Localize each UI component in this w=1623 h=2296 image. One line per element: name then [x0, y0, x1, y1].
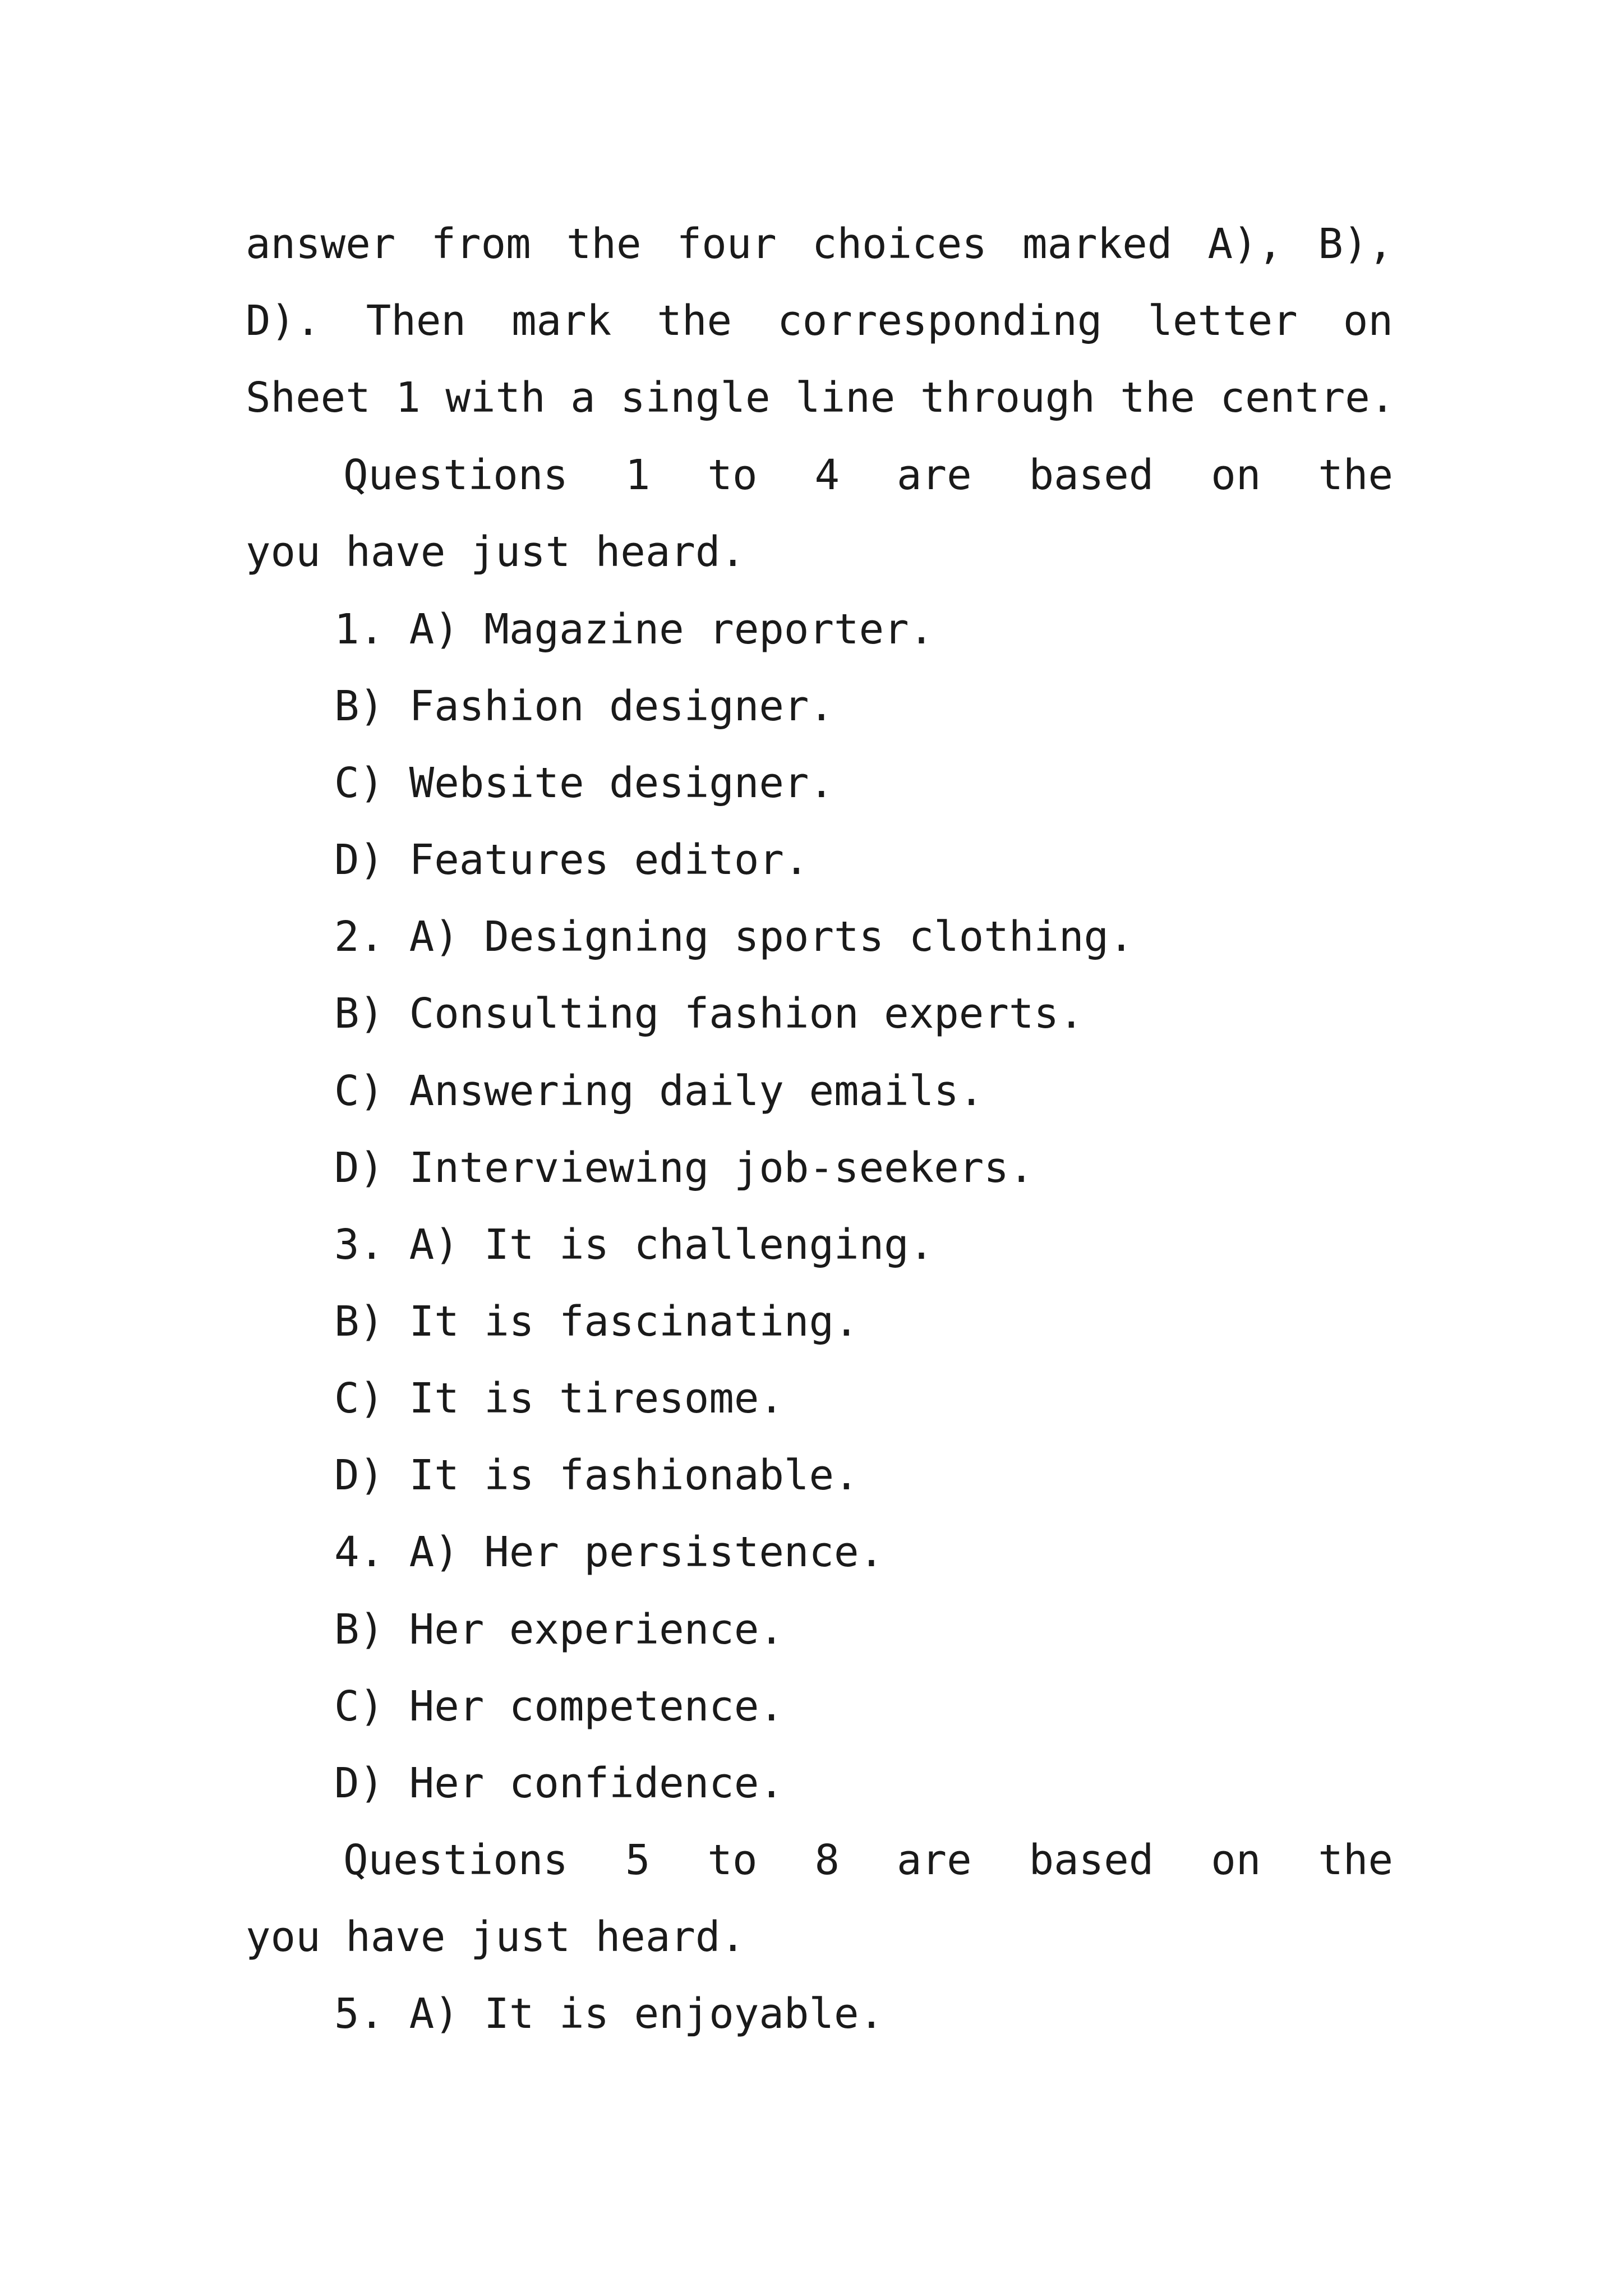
question-2-option-b: B) Consulting fashion experts.: [334, 990, 1084, 1038]
question-2-option-c: C) Answering daily emails.: [334, 1067, 984, 1115]
question-2-option-d: D) Interviewing job-seekers.: [334, 1144, 1034, 1192]
question-1-option-d: D) Features editor.: [334, 836, 809, 884]
question-1-option-c: C) Website designer.: [334, 759, 834, 807]
section-2-intro-line-1: Questions 5 to 8 are based on the: [343, 1836, 1393, 1884]
instructions-line-3: Sheet 1 with a single line through the centre.: [246, 374, 1395, 422]
instructions-line-1: answer from the four choices marked A), B),: [246, 220, 1393, 268]
question-3-option-a: 3. A) It is challenging.: [334, 1221, 934, 1269]
question-4-option-a: 4. A) Her persistence.: [334, 1528, 884, 1576]
question-1-option-b: B) Fashion designer.: [334, 682, 834, 730]
section-1-intro-line-2: you have just heard.: [246, 528, 746, 576]
instructions-line-2: D). Then mark the corresponding letter on: [246, 297, 1393, 345]
section-2-intro-line-2: you have just heard.: [246, 1913, 746, 1961]
question-4-option-d: D) Her confidence.: [334, 1759, 784, 1807]
question-2-option-a: 2. A) Designing sports clothing.: [334, 913, 1134, 961]
question-3-option-c: C) It is tiresome.: [334, 1374, 784, 1423]
question-5-option-a: 5. A) It is enjoyable.: [334, 1990, 884, 2038]
question-1-option-a: 1. A) Magazine reporter.: [334, 605, 934, 654]
question-3-option-b: B) It is fascinating.: [334, 1297, 859, 1346]
question-3-option-d: D) It is fashionable.: [334, 1451, 859, 1499]
section-1-intro-line-1: Questions 1 to 4 are based on the: [343, 451, 1393, 499]
question-4-option-b: B) Her experience.: [334, 1605, 784, 1654]
question-4-option-c: C) Her competence.: [334, 1682, 784, 1731]
